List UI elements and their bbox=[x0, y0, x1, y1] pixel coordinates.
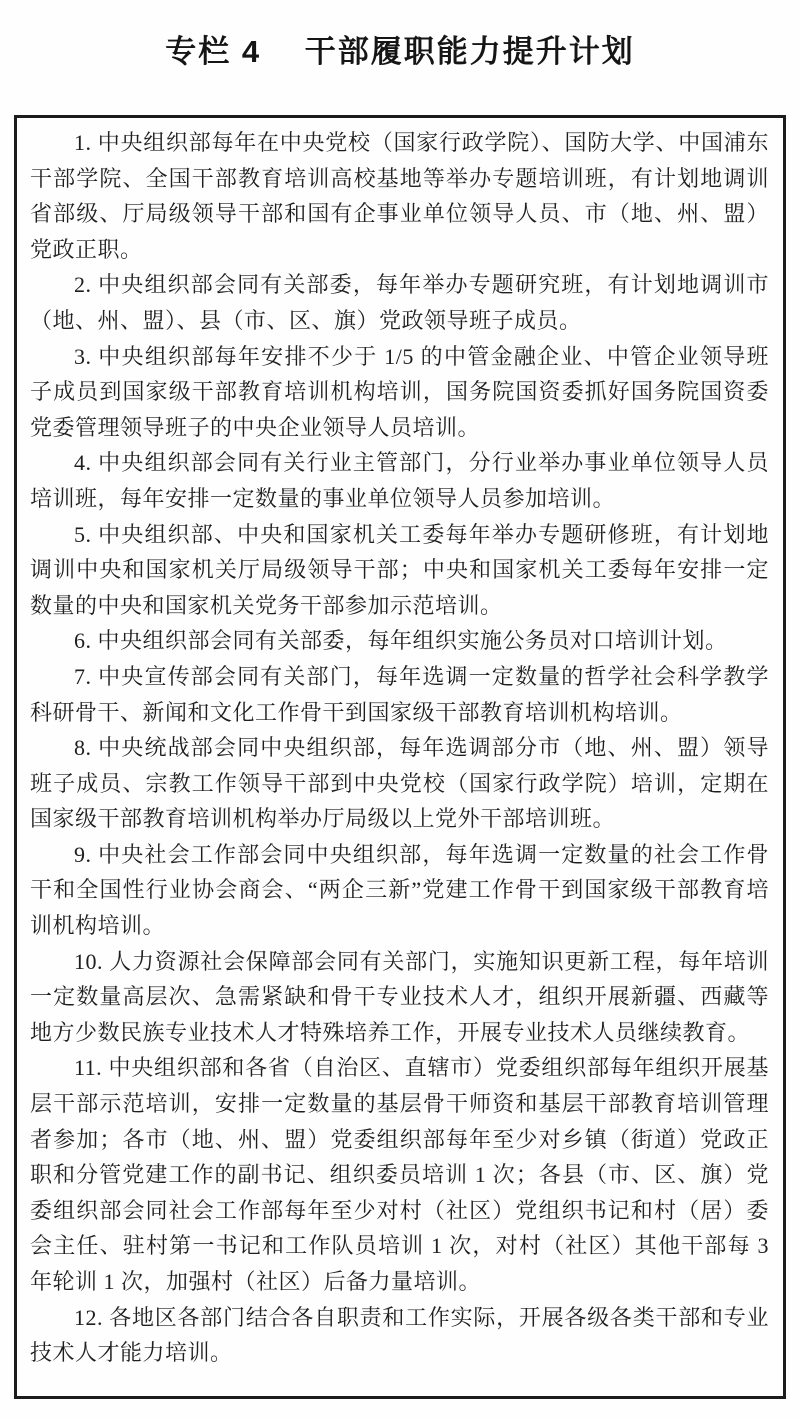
paragraph-12: 12. 各地区各部门结合各自职责和工作实际，开展各级各类干部和专业技术人才能力培训。 bbox=[30, 1304, 769, 1366]
page-title: 专栏 4 干部履职能力提升计划 bbox=[165, 34, 635, 69]
paragraph-9: 9. 中央社会工作部会同中央组织部，每年选调一定数量的社会工作骨干和全国性行业协会商会、“两企三新”党建工作骨干到国家级干部教育培训机构培训。 bbox=[30, 841, 769, 939]
paragraph-6: 6. 中央组织部会同有关部委，每年组织实施公务员对口培训计划。 bbox=[74, 628, 728, 654]
paragraph-4: 4. 中央组织部会同有关行业主管部门，分行业举办事业单位领导人员培训班，每年安排一定数量的事业单位领导人员参加培训。 bbox=[30, 450, 769, 511]
paragraph-5: 5. 中央组织部、中央和国家机关工委每年举办专题研修班，有计划地调训中央和国家机关厅局级领导干部；中央和国家机关工委每年安排一定数量的中央和国家机关党务干部参加示范培训。 bbox=[30, 521, 769, 618]
paragraph-10: 10. 人力资源社会保障部会同有关部门，实施知识更新工程，每年培训一定数量高层次、急需紧缺和骨干专业技术人才，组织开展新疆、西藏等地方少数民族专业技术人才特殊培养工作，开展专业技术人员继续教育。 bbox=[30, 948, 769, 1045]
content-box bbox=[14, 115, 786, 1399]
paragraph-3: 3. 中央组织部每年安排不少于 1/5 的中管金融企业、中管企业领导班子成员到国家级干部教育培训机构培训，国务院国资委抓好国务院国资委党委管理领导班子的中央企业领导人员培训。 bbox=[30, 343, 769, 440]
paragraph-11: 11. 中央组织部和各省（自治区、直辖市）党委组织部每年组织开展基层干部示范培训，安排一定数量的基层骨干师资和基层干部教育培训管理者参加；各市（地、州、盟）党委组织部每年至少对乡镇（街道）党政正职和分管党建工作的副书记、组织委员培训 1 次；各县（市、区、旗）党委组织部会同社会工作部每年至少对村（社区）党组织书记和村（居）委会主任、驻村第一书记和工作队员培训 1 次，对村（社区）其他干部每 3 年轮训 1 次，加强村（社区）后备力量培训。 bbox=[30, 1055, 769, 1294]
paragraph-1: 1. 中央组织部每年在中央党校（国家行政学院）、国防大学、中国浦东干部学院、全国干部教育培训高校基地等举办专题培训班，有计划地调训省部级、厅局级领导干部和国有企事业单位领导人员、市（地、州、盟）党政正职。 bbox=[30, 130, 769, 262]
paragraph-8: 8. 中央统战部会同中央组织部，每年选调部分市（地、州、盟）领导班子成员、宗教工作领导干部到中央党校（国家行政学院）培训，定期在国家级干部教育培训机构举办厅局级以上党外干部培训班。 bbox=[30, 735, 769, 832]
paragraph-7: 7. 中央宣传部会同有关部门，每年选调一定数量的哲学社会科学教学科研骨干、新闻和文化工作骨干到国家级干部教育培训机构培训。 bbox=[30, 663, 769, 725]
paragraph-2: 2. 中央组织部会同有关部委，每年举办专题研究班，有计划地调训市（地、州、盟）、县（市、区、旗）党政领导班子成员。 bbox=[30, 272, 769, 333]
